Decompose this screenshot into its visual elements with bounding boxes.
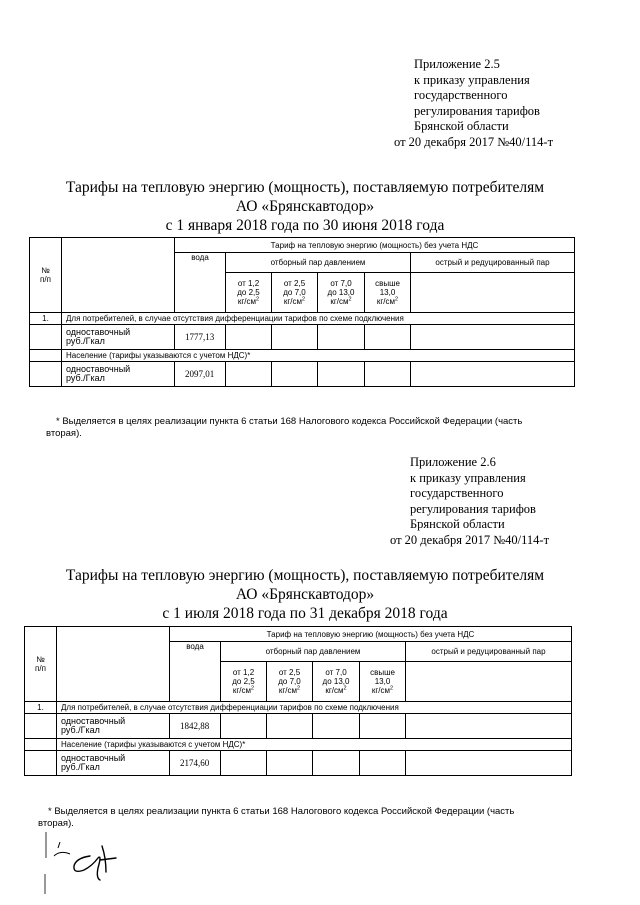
pressure-line: свыше [375,279,400,288]
pressure-line: от 2,5 [283,279,306,288]
pressure-line: от 7,0 [330,279,352,288]
empty-cell [221,751,267,776]
unit-sup: 2 [348,296,352,303]
annex-line: Приложение 2.6 [410,455,496,469]
annex-line: Брянской области [414,119,509,133]
tariff-header: Тариф на тепловую энергию (мощность) без учета НДС [170,627,572,642]
sharp-steam-header: острый и редуцированный пар [411,253,575,273]
rate-label-line: одноставочный [66,327,131,337]
margin-mark [45,832,46,894]
pressure-4-header [360,662,406,702]
rate-label [57,751,170,776]
pressure-3-header [318,273,365,313]
title-line: АО «Брянскавтодор» [235,198,375,215]
annex-line: к приказу управления [414,72,530,87]
document-title-1 [0,178,610,235]
pressure-3-header [313,662,360,702]
title-line: Тарифы на тепловую энергию (мощность), поставляемую потребителям [65,567,545,584]
empty-cell [360,751,406,776]
row-number: 1. [30,313,62,325]
empty-cell [221,714,267,739]
title-line: Тарифы на тепловую энергию (мощность), поставляемую потребителям [65,179,545,196]
population-label: Население (тарифы указываются с учетом НДС)* [57,739,572,751]
empty-cell [30,350,62,362]
pressure-line: свыше [370,668,395,677]
rate-label-line: руб./Гкал [66,373,105,383]
annex-line: Приложение 2.5 [414,57,500,71]
water-header: вода [175,253,226,313]
annex-line: Брянской области [410,517,505,531]
annex-line: к приказу управления [410,470,526,485]
empty-cell [406,662,572,702]
empty-cell [25,739,57,751]
pressure-2-header [272,273,318,313]
empty-cell [313,714,360,739]
water-header: вода [170,642,221,702]
empty-cell [272,325,318,350]
tariff-header: Тариф на тепловую энергию (мощность) без учета НДС [175,238,575,253]
sharp-steam-header: острый и редуцированный пар [406,642,572,662]
title-line: с 1 июля 2018 года по 31 декабря 2018 года [162,605,448,622]
pressure-line: до 2,5 [232,677,255,686]
unit-sup: 2 [390,685,394,692]
empty-cell [360,714,406,739]
footnote-line: вторая). [46,428,82,439]
annex-date-line: от 20 декабря 2017 №40/114-т [390,532,550,547]
annex-date-line: от 20 декабря 2017 №40/114-т [394,134,554,149]
annex-line: регулирования тарифов [414,103,540,118]
empty-cell [406,714,572,739]
empty-cell [318,362,365,387]
rate-label-line: руб./Гкал [66,336,105,346]
rate-label [62,362,175,387]
empty-cell [226,325,272,350]
num-header-line: № [36,655,45,664]
empty-cell [25,751,57,776]
row-number: 1. [25,702,57,714]
title-line: с 1 января 2018 года по 30 июня 2018 года [165,217,445,234]
signature-stroke [74,846,116,880]
footnote-line: * Выделяется в целях реализации пункта 6 статьи 168 Налогового кодекса Российской Федерации (часть [48,806,515,817]
footnote-line: * Выделяется в целях реализации пункта 6 статьи 168 Налогового кодекса Российской Федерации (часть [56,416,523,427]
water-value: 2174,60 [170,751,221,776]
pressure-line: до 2,5 [237,288,260,297]
group-label: Для потребителей, в случае отсутствия дифференциации тарифов по схеме подключения [57,702,572,714]
pressure-line: от 1,2 [232,668,255,677]
unit-sup: 2 [343,685,347,692]
empty-cell [267,714,313,739]
empty-cell [318,325,365,350]
pressure-line: от 2,5 [278,668,301,677]
pressure-1-header [226,273,272,313]
footnote-2 [38,806,578,830]
empty-cell [411,325,575,350]
rate-label-line: руб./Гкал [61,762,100,772]
annex-header-2-5 [394,57,554,150]
empty-cell [365,325,411,350]
pressure-line: 13,0 [374,677,391,686]
pressure-1-header [221,662,267,702]
pressure-unit: кг/см [371,686,391,695]
pressure-line: до 7,0 [278,677,301,686]
empty-cell [313,751,360,776]
empty-cell [30,325,62,350]
rate-label [62,325,175,350]
annex-line: государственного [414,88,508,102]
steam-group-header: отборный пар давлением [221,642,406,662]
empty-cell [226,362,272,387]
footnote-line: вторая). [38,818,74,829]
pressure-unit: кг/см [283,297,303,306]
num-header-line: п/п [40,275,51,284]
footnote-1 [46,416,576,440]
steam-group-header: отборный пар давлением [226,253,411,273]
unit-sup: 2 [256,296,260,303]
water-value: 1777,13 [175,325,226,350]
signature-tick [54,842,70,856]
water-value: 2097,01 [175,362,226,387]
unit-sup: 2 [395,296,399,303]
rate-label-line: одноставочный [66,364,131,374]
rate-label-line: руб./Гкал [61,725,100,735]
pressure-line: 13,0 [379,288,396,297]
pressure-unit: кг/см [278,686,298,695]
empty-cell [267,751,313,776]
annex-line: регулирования тарифов [410,501,536,516]
empty-cell [365,362,411,387]
unit-sup: 2 [297,685,301,692]
pressure-2-header [267,662,313,702]
annex-header-2-6 [390,455,550,548]
pressure-unit: кг/см [237,297,257,306]
water-value: 1842,88 [170,714,221,739]
rate-label [57,714,170,739]
pressure-line: от 7,0 [325,668,347,677]
pressure-unit: кг/см [330,297,349,306]
tariff-table-1 [29,237,575,387]
pressure-4-header [365,273,411,313]
rate-label-line: одноставочный [61,716,126,726]
population-label: Население (тарифы указываются с учетом НДС)* [62,350,575,362]
empty-cell [411,362,575,387]
empty-cell [411,273,575,313]
pressure-line: до 7,0 [283,288,306,297]
pressure-line: до 13,0 [327,288,355,297]
tariff-table-2 [24,626,572,776]
blank-header [57,627,170,702]
annex-line: государственного [410,486,504,500]
num-header-line: № [41,266,50,275]
blank-header [62,238,175,313]
handwritten-signature [40,828,140,898]
document-title-2 [0,566,610,623]
empty-cell [272,362,318,387]
rate-label-line: одноставочный [61,753,126,763]
unit-sup: 2 [251,685,255,692]
pressure-unit: кг/см [376,297,396,306]
pressure-line: от 1,2 [237,279,260,288]
group-label: Для потребителей, в случае отсутствия дифференциации тарифов по схеме подключения [62,313,575,325]
empty-cell [406,751,572,776]
empty-cell [25,714,57,739]
unit-sup: 2 [302,296,306,303]
pressure-unit: кг/см [325,686,344,695]
empty-cell [30,362,62,387]
num-header [25,627,57,702]
pressure-unit: кг/см [232,686,252,695]
num-header-line: п/п [35,664,46,673]
pressure-line: до 13,0 [322,677,350,686]
num-header [30,238,62,313]
title-line: АО «Брянскавтодор» [235,586,375,603]
